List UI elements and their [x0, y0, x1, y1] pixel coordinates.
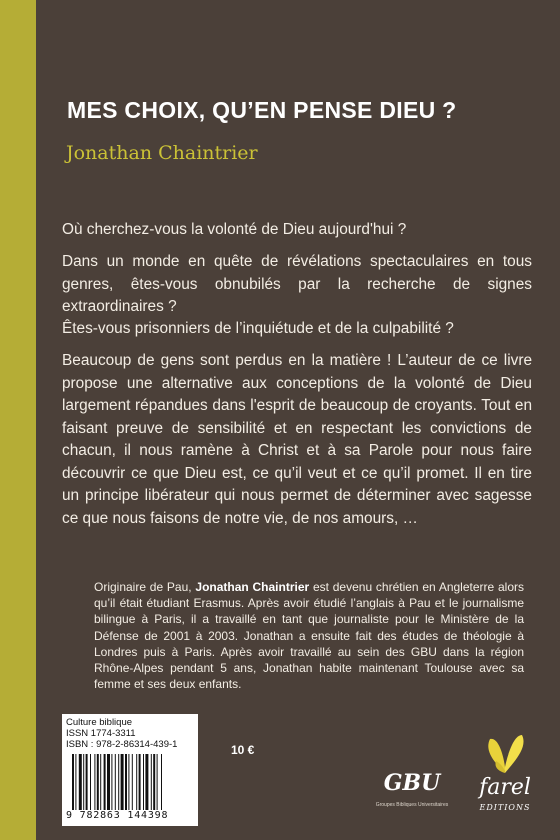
isbn-number: ISBN : 978-2-86314-439-1: [66, 739, 178, 750]
butterfly-icon: [470, 733, 540, 779]
barcode-icon: [72, 754, 188, 810]
blurb-paragraph-2: Dans un monde en quête de révélations spectaculaires en tous genres, êtes-vous obnubilés par la recherche de signes extraordinaires ?: [62, 253, 532, 315]
collection-name: Culture biblique: [66, 717, 133, 728]
bio-text: est devenu chrétien en Angleterre alors qu’il était étudiant Erasmus. Après avoir étudié l’anglais à Pau et le journalisme bilingue à Paris, il a travaillé en tant que journaliste pour le Ministère de la Défense de 2001 à 2003. Jonathan a ensuite fait des études de théologie à Londres puis à Paris. Après avoir travaillé au sein des GBU dans la région Rhône-Alpes pendant 5 ans, Jonathan habite maintenant Toulouse avec sa femme et ses deux enfants.: [94, 580, 524, 692]
blurb-paragraph-4: Beaucoup de gens sont perdus en la matière ! L’auteur de ce livre propose une alternative aux conceptions de la volonté de Dieu largement répandues dans l'esprit de beaucoup de croyants. Tout en faisant preuve de sensibilité et en respectant les convictions de chacun, il nous ramène à Christ et à sa Parole pour nous faire découvrir ce que Dieu est, ce qu’il veut et ce qu’il promet. Il en tire un principe libérateur qui nous permet de déterminer avec sagesse ce que nous faisons de notre vie, de nos amours, …: [62, 352, 532, 527]
farel-editions-logo: [470, 733, 540, 823]
bio-intro: Originaire de Pau,: [94, 580, 196, 594]
bio-author-name: Jonathan Chaintrier: [195, 580, 310, 594]
price-label: 10 €: [231, 743, 255, 757]
issn-number: ISSN 1774-3311: [66, 728, 136, 739]
blurb-paragraph-3: Êtes-vous prisonniers de l’inquiétude et de la culpabilité ?: [62, 320, 454, 337]
barcode-panel: [62, 714, 198, 826]
gbu-logo: [374, 766, 450, 818]
author-name: Jonathan Chaintrier: [66, 142, 258, 164]
gbu-logo-text: GBU: [383, 770, 441, 796]
barcode-digits: 9 782863 144398: [66, 810, 169, 821]
farel-logo-name: farel: [479, 775, 531, 800]
blurb-paragraph-1: Où cherchez-vous la volonté de Dieu aujourd'hui ?: [62, 221, 407, 238]
farel-logo-subtitle: EDITIONS: [479, 803, 531, 812]
gbu-logo-subtitle: Groupes Bibliques Universitaires: [375, 802, 449, 808]
author-bio: [94, 579, 524, 692]
book-title: MES CHOIX, QU’EN PENSE DIEU ?: [67, 97, 457, 123]
